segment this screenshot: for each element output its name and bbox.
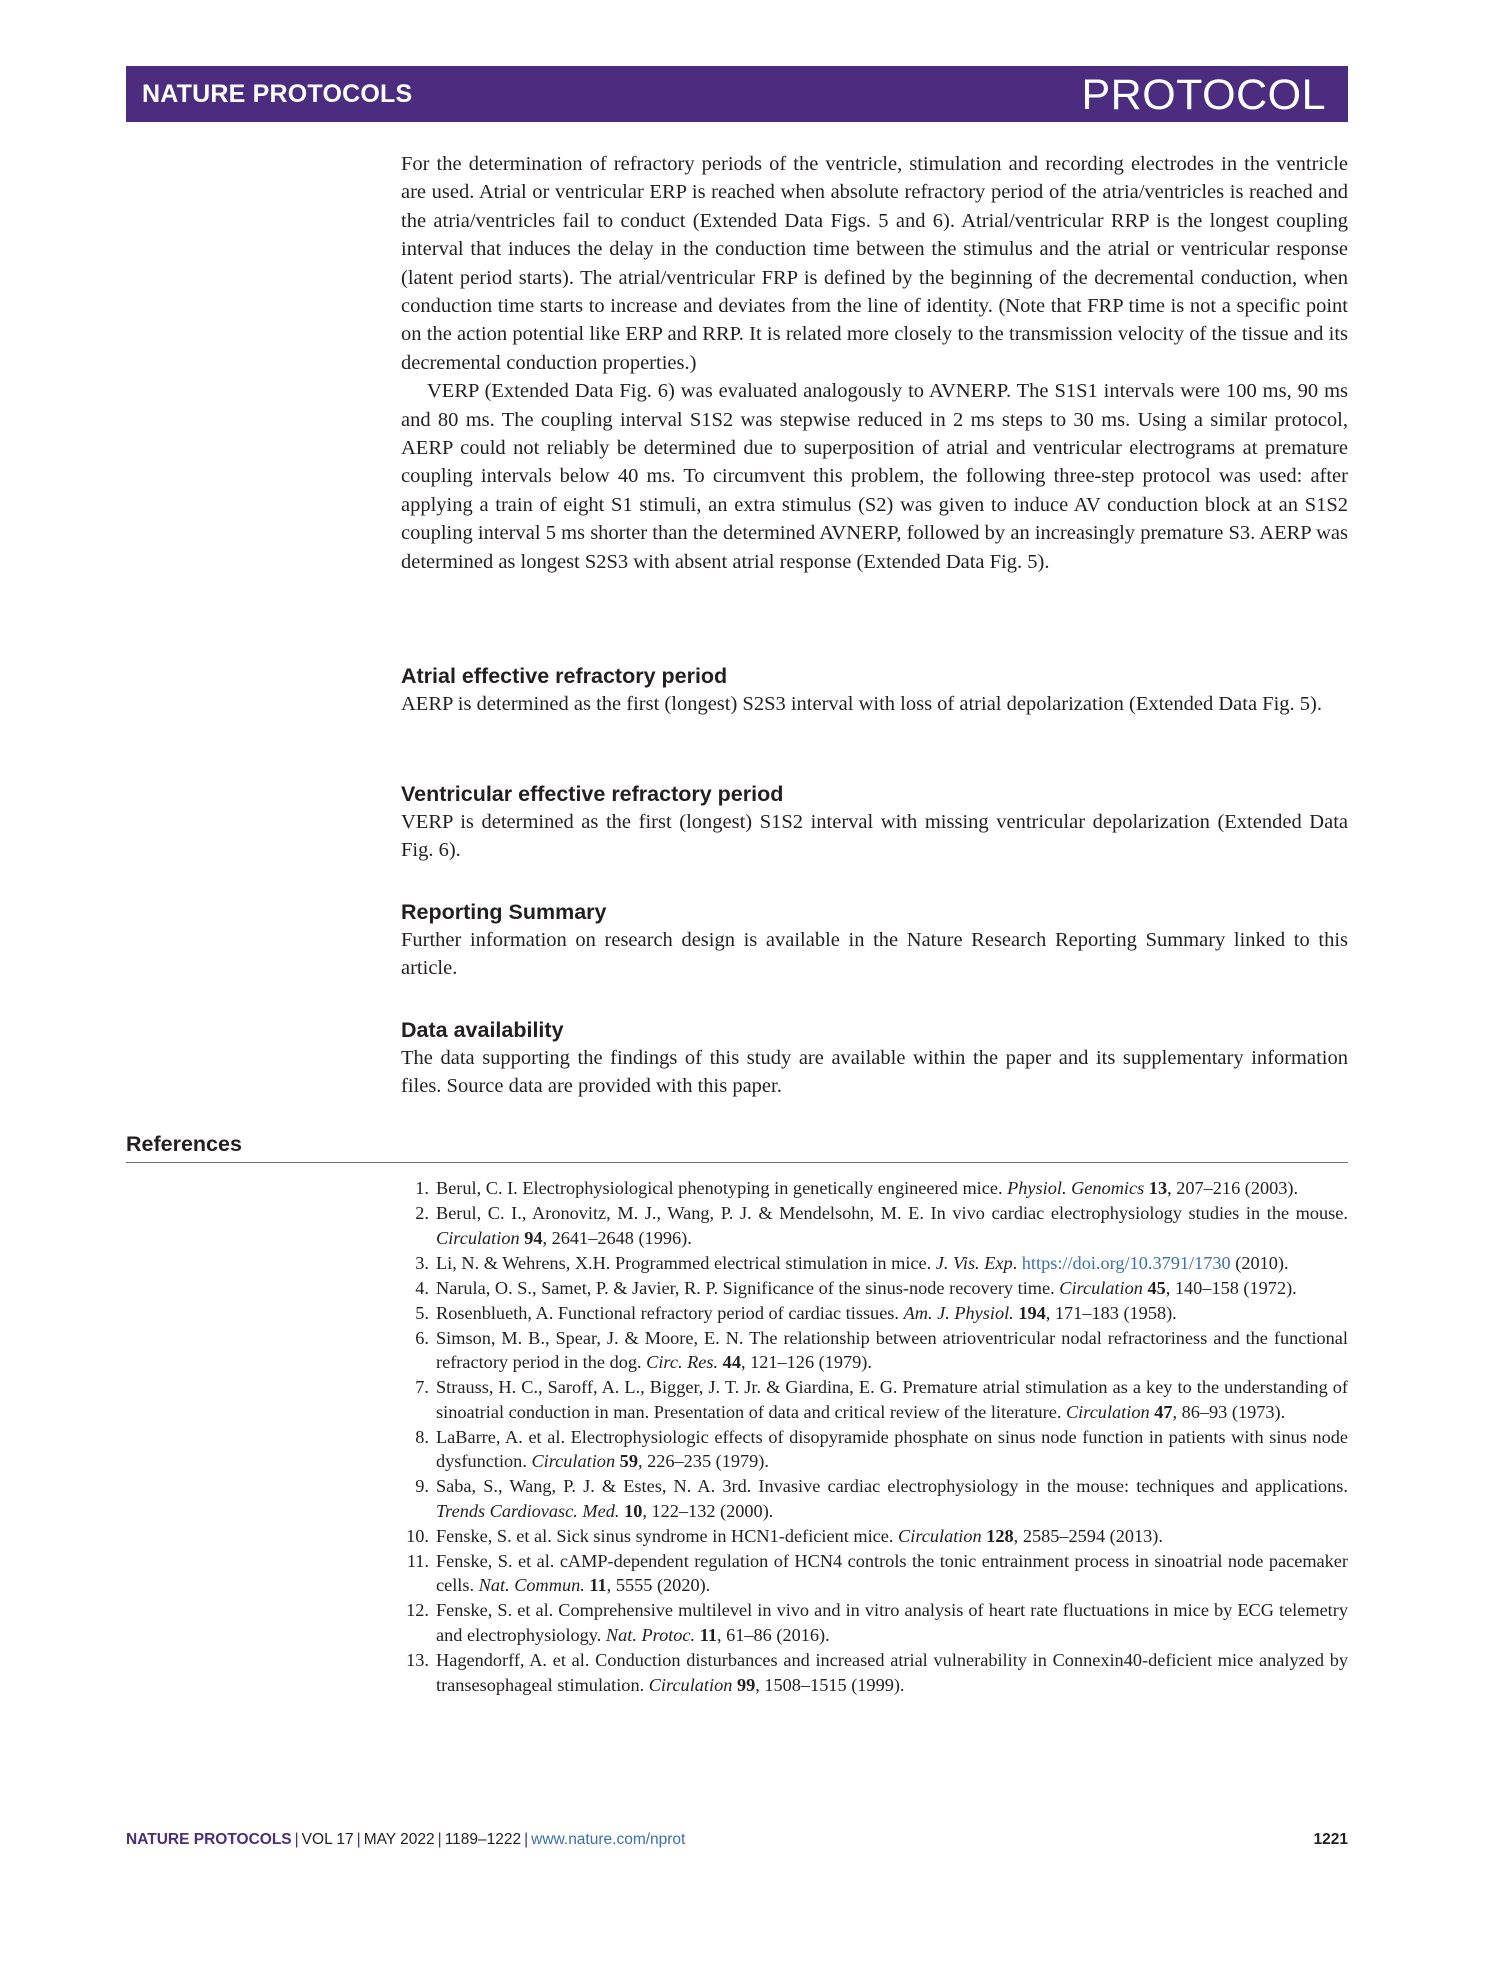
reference-number: 2. [415,1202,429,1223]
reference-journal: Circ. Res. [646,1352,719,1373]
reference-number: 3. [415,1252,429,1273]
journal-header-bar [126,66,1348,122]
section-heading: Atrial effective refractory period [401,664,728,688]
reference-number: 10. [406,1525,429,1546]
reference-text: Fenske, S. et al. Comprehensive multilevel in vivo and in vitro analysis of heart rate fluctuations in mice by ECG telemetry and electrophysiology. [436,1600,1348,1645]
reference-details: , 226–235 (1979). [637,1451,769,1472]
reference-volume: 44 [722,1352,741,1373]
reference-journal: Circulation [898,1525,982,1546]
reference-item [401,1251,1348,1276]
section-text: VERP is determined as the first (longest) S1S2 interval with missing ventricular depolarization (Extended Data Fig. 6). [401,811,1348,862]
footer-journal: NATURE PROTOCOLS [126,1831,292,1848]
reference-doi-link[interactable]: https://doi.org/10.3791/1730 [1021,1252,1231,1273]
reference-text: Rosenblueth, A. Functional refractory period of cardiac tissues. [436,1302,904,1323]
reference-number: 5. [415,1302,429,1323]
reference-volume: 45 [1147,1277,1166,1298]
reference-item [401,1326,1348,1375]
reference-journal: Circulation [531,1451,616,1472]
reference-number: 7. [415,1377,429,1398]
article-type-label: PROTOCOL [1081,71,1326,119]
reference-item [401,1276,1348,1301]
reference-item [401,1375,1348,1424]
reference-details: , 86–93 (1973). [1172,1401,1286,1422]
reference-number: 13. [406,1649,429,1670]
reference-journal: Circulation [1059,1277,1143,1298]
reference-text: Saba, S., Wang, P. J. & Estes, N. A. 3rd. Invasive cardiac electrophysiology in the mouse: techniques and applications. [436,1476,1348,1497]
section-text: The data supporting the findings of this study are available within the paper and its supplementary information files. Source data are provided with this paper. [401,1047,1348,1098]
reference-journal: Circulation [436,1227,520,1248]
reference-journal: J. Vis. Exp [935,1252,1013,1273]
reference-text: Hagendorff, A. et al. Conduction disturbances and increased atrial vulnerability in Connexin40-deficient mice analyzed by transesophageal stimulation. [436,1649,1348,1695]
reference-volume: 10 [624,1500,643,1521]
reference-volume: 11 [589,1575,607,1596]
reference-year: (2010). [1230,1252,1289,1273]
references-divider [126,1162,1348,1163]
reference-details: , 207–216 (2003). [1167,1178,1299,1198]
section-text: AERP is determined as the first (longest) S2S3 interval with loss of atrial depolarization (Extended Data Fig. 5). [401,693,1322,715]
section-atrial-erp [401,662,1348,718]
reference-details: . [1012,1252,1022,1273]
reference-item [401,1201,1348,1250]
body-paragraph-1: For the determination of refractory periods of the ventricle, stimulation and recording electrodes in the ventricle are used. Atrial or ventricular ERP is reached when absolute refractory period of the atria/ventricles is reached and the atria/ventricles fail to conduct (Extended Data Figs. 5 and 6). Atrial/ventricular RRP is the longest coupling interval that induces the delay in the conduction time between the stimulus and the atrial or ventricular response (latent period starts). The atrial/ventricular FRP is defined by the beginning of the decremental conduction, when conduction time starts to increase and deviates from the line of identity. (Note that FRP time is not a specific point on the action potential like ERP and RRP. It is related more closely to the transmission velocity of the tissue and its decremental conduction properties.) [401,153,1348,374]
reference-item [401,1549,1348,1598]
reference-journal: Physiol. Genomics [1007,1178,1145,1198]
body-paragraph-2: VERP (Extended Data Fig. 6) was evaluated analogously to AVNERP. The S1S1 intervals were 100 ms, 90 ms and 80 ms. The coupling interval S1S2 was stepwise reduced in 2 ms steps to 30 ms. Using a similar protocol, AERP could not reliably be determined due to superposition of atrial and ventricular electrograms at premature coupling intervals below 40 ms. To circumvent this problem, the following three-step protocol was used: after applying a train of eight S1 stimuli, an extra stimulus (S2) was given to induce AV conduction block at an S1S2 coupling interval 5 ms shorter than the determined AVNERP, followed by an increasingly premature S3. AERP was determined as longest S2S3 with absent atrial response (Extended Data Fig. 5). [401,380,1348,573]
reference-number: 6. [415,1327,429,1348]
reference-journal: Circulation [1065,1401,1150,1422]
reference-text: Narula, O. S., Samet, P. & Javier, R. P. Significance of the sinus-node recovery time. [436,1277,1060,1298]
reference-journal: Nat. Protoc. [605,1624,696,1645]
journal-name: NATURE PROTOCOLS [142,80,413,108]
reference-volume: 59 [619,1451,638,1472]
reference-volume: 194 [1018,1302,1046,1323]
footer-date: MAY 2022 [363,1831,435,1848]
reference-volume: 94 [524,1227,543,1248]
reference-details: , 2585–2594 (2013). [1013,1525,1163,1546]
reference-item [401,1524,1348,1549]
reference-number: 11. [406,1550,429,1571]
reference-details: , 61–86 (2016). [716,1624,830,1645]
section-heading: Data availability [401,1018,564,1042]
reference-text: Berul, C. I., Aronovitz, M. J., Wang, P. J. & Mendelsohn, M. E. In vivo cardiac electrophysiology studies in the mouse. [436,1202,1348,1223]
reference-volume: 47 [1154,1401,1173,1422]
footer-pages: 1189–1222 [444,1831,522,1848]
page-number: 1221 [1313,1831,1348,1848]
footer-volume: VOL 17 [301,1831,354,1848]
reference-number: 4. [415,1277,429,1298]
reference-journal: Trends Cardiovasc. Med. [436,1500,620,1521]
reference-item [401,1474,1348,1523]
reference-details: , 5555 (2020). [606,1575,711,1596]
section-heading: Reporting Summary [401,900,607,924]
reference-text: Fenske, S. et al. Sick sinus syndrome in HCN1-deficient mice. [436,1525,899,1546]
reference-number: 8. [415,1426,429,1447]
reference-list [401,1176,1348,1698]
reference-text: Simson, M. B., Spear, J. & Moore, E. N. The relationship between atrioventricular nodal refractoriness and the functional refractory period in the dog. [436,1327,1348,1373]
references-heading: References [126,1132,242,1156]
reference-journal: Nat. Commun. [478,1575,585,1596]
reference-item [401,1176,1348,1201]
reference-journal: Am. J. Physiol. [903,1302,1014,1323]
footer-url-link[interactable]: www.nature.com/nprot [531,1831,686,1848]
reference-volume: 11 [699,1624,717,1645]
reference-item [401,1425,1348,1474]
reference-item [401,1301,1348,1326]
footer-citation: NATURE PROTOCOLS | VOL 17 | MAY 2022 | 1189–1222 | www.nature.com/nprot [126,1831,686,1848]
reference-text: Li, N. & Wehrens, X.H. Programmed electrical stimulation in mice. [436,1252,936,1273]
reference-number: 9. [415,1476,429,1497]
reference-volume: 128 [986,1525,1014,1546]
reference-number: 12. [406,1600,429,1621]
section-heading: Ventricular effective refractory period [401,782,784,806]
main-content [401,150,1348,1098]
reference-number: 1. [415,1178,429,1198]
section-data-availability [401,1016,1348,1101]
reference-details: , 121–126 (1979). [740,1352,872,1373]
reference-item [401,1598,1348,1647]
reference-text: Fenske, S. et al. cAMP-dependent regulation of HCN4 controls the tonic entrainment process in sinoatrial node pacemaker cells. [436,1550,1348,1596]
reference-text: Berul, C. I. Electrophysiological phenotyping in genetically engineered mice. [436,1178,1008,1198]
reference-text: Strauss, H. C., Saroff, A. L., Bigger, J. T. Jr. & Giardina, E. G. Premature atrial stimulation as a key to the understanding of sinoatrial conduction in man. Presentation of data and critical review of the literature. [436,1377,1348,1422]
section-reporting-summary [401,898,1348,983]
reference-text: LaBarre, A. et al. Electrophysiologic effects of disopyramide phosphate on sinus node function in patients with sinus node dysfunction. [436,1426,1348,1472]
reference-details: , 2641–2648 (1996). [542,1227,692,1248]
reference-item [401,1648,1348,1697]
section-text: Further information on research design is available in the Nature Research Reporting Summary linked to this article. [401,929,1348,980]
reference-volume: 99 [736,1674,756,1695]
reference-volume: 13 [1148,1178,1168,1198]
reference-details: , 171–183 (1958). [1045,1302,1177,1323]
section-ventricular-erp [401,780,1348,865]
reference-details: , 140–158 (1972). [1165,1277,1297,1298]
reference-details: , 122–132 (2000). [642,1500,774,1521]
reference-journal: Circulation [648,1674,733,1695]
reference-details: , 1508–1515 (1999). [755,1674,905,1695]
